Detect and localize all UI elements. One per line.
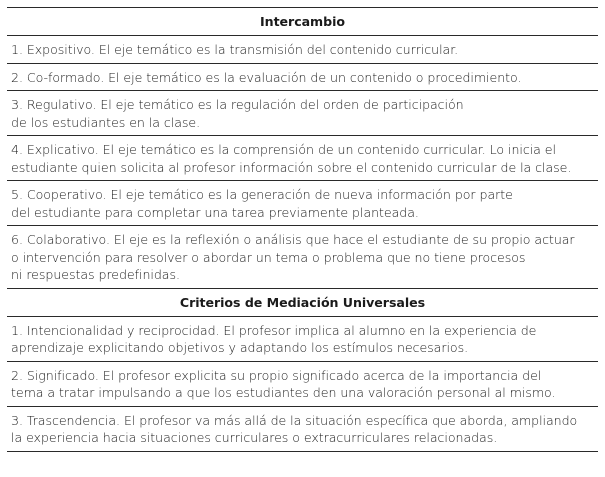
table-row (7, 181, 598, 226)
document-table (7, 7, 598, 452)
table-row (7, 317, 598, 362)
table-row (7, 362, 598, 407)
row-text-line: del estudiante para completar una tarea previamente planteada. (11, 204, 419, 220)
row-text-line: tema a tratar impulsando a que los estudiantes den una valoración personal al mismo. (11, 385, 556, 400)
table-row (7, 64, 598, 92)
row-text-line: 4. Explicativo. El eje temático es la comprensión de un contenido curricular. Lo inicia el (11, 142, 556, 157)
row-text-line: 1. Intencionalidad y reciprocidad. El profesor implica al alumno en la experiencia de (11, 322, 537, 338)
row-text-line: 2. Co-formado. El eje temático es la evaluación de un contenido o procedimiento. (11, 69, 522, 85)
row-text-line: aprendizaje explicitando objetivos y adaptando los estímulos necesarios. (11, 340, 469, 355)
section-header-intercambio (7, 7, 598, 36)
table-row (7, 136, 598, 181)
row-text-line: 3. Trascendencia. El profesor va más allá de la situación específica que aborda, ampliando (11, 412, 578, 428)
row-text-line: o intervención para resolver o abordar un tema o problema que no tiene procesos (11, 249, 526, 265)
row-text-line: la experiencia hacia situaciones curriculares o extracurriculares relacionadas. (11, 430, 498, 445)
table-row (7, 226, 598, 289)
row-text-line: de los estudiantes en la clase. (11, 114, 201, 130)
row-text-line: ni respuestas predefinidas. (11, 267, 180, 282)
table-row (7, 36, 598, 64)
row-text-line: 3. Regulativo. El eje temático es la regulación del orden de participación (11, 97, 464, 112)
row-text-line: 6. Colaborativo. El eje es la reflexión o análisis que hace el estudiante de su propio actuar (11, 232, 575, 247)
row-text-line: 5. Cooperativo. El eje temático es la generación de nueva información por parte (11, 187, 513, 202)
row-text-line: 2. Significado. El profesor explicita su propio significado acerca de la importancia del (11, 367, 542, 383)
row-text-line: estudiante quien solicita al profesor información sobre el contenido curricular de la clase. (11, 159, 572, 175)
section-title: Intercambio (260, 14, 345, 29)
table-row (7, 407, 598, 452)
table-row (7, 91, 598, 136)
section-header-criterios (7, 289, 598, 317)
section-title: Criterios de Mediación Universales (179, 294, 426, 310)
row-text-line: 1. Expositivo. El eje temático es la transmisión del contenido curricular. (11, 42, 459, 57)
